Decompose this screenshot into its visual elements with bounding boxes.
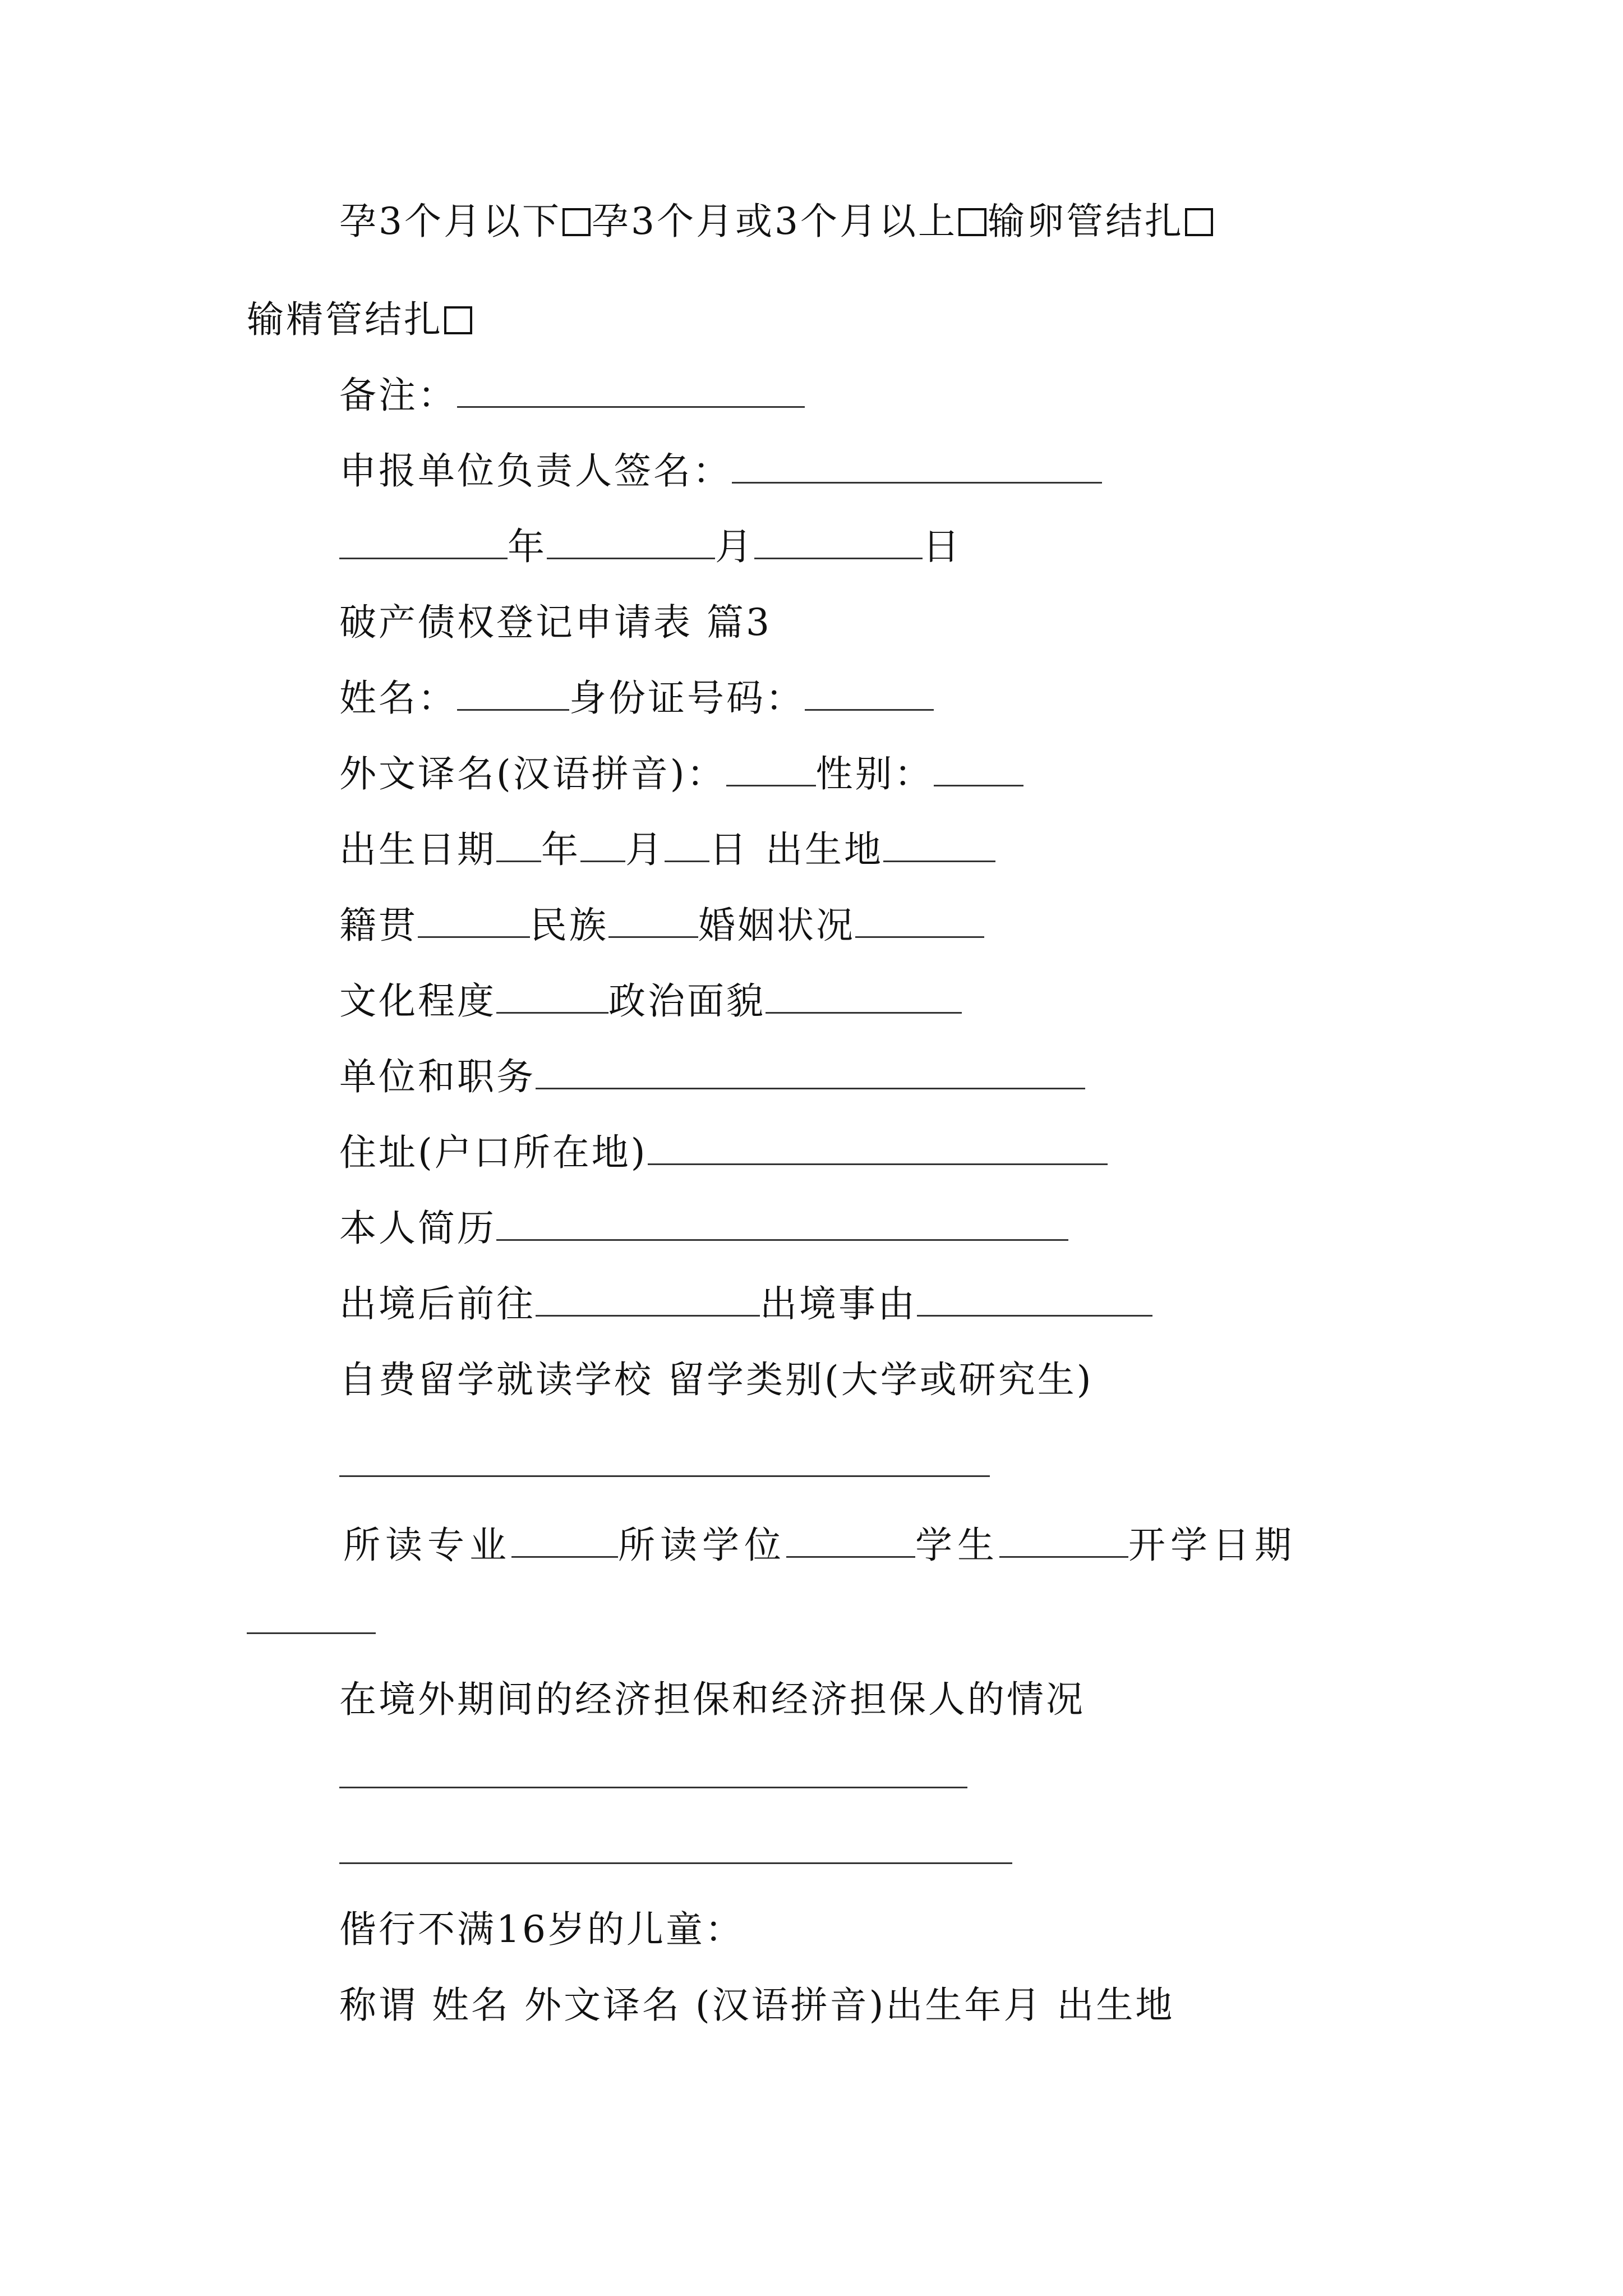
- address-label: 住址(户口所在地): [339, 1131, 648, 1174]
- remark-label: 备注：: [339, 374, 457, 417]
- school-blank[interactable]: [339, 1475, 990, 1477]
- study-line: [343, 1523, 1297, 1568]
- destination-label: 出境后前往: [339, 1282, 536, 1326]
- destination-line: [339, 1282, 1152, 1327]
- signature-blank[interactable]: [732, 449, 1102, 484]
- education-label: 文化程度: [339, 979, 496, 1023]
- address-line: [339, 1130, 1108, 1175]
- school-label: 自费留学就读学校 留学类别(大学或研究生): [339, 1358, 1094, 1401]
- education-blank[interactable]: [496, 979, 608, 1014]
- birth-date-label: 出生日期: [339, 828, 496, 871]
- option-vasectomy-label: 输精管结扎: [247, 298, 443, 341]
- checkbox-3-months-plus[interactable]: [958, 208, 986, 236]
- foreign-name-blank[interactable]: [726, 752, 816, 786]
- date-day-label: 日: [923, 525, 962, 568]
- date-year-label: 年: [508, 525, 547, 568]
- native-place-label: 籍贯: [339, 904, 418, 947]
- name-label: 姓名：: [339, 677, 457, 720]
- resume-label: 本人简历: [339, 1207, 496, 1250]
- origin-line: [339, 903, 984, 948]
- major-label: 所读专业: [343, 1524, 511, 1567]
- student-label: 学生: [915, 1524, 999, 1567]
- birth-year-blank[interactable]: [496, 828, 541, 862]
- signature-label: 申报单位负责人签名：: [339, 449, 732, 493]
- resume-blank[interactable]: [496, 1207, 1068, 1241]
- employer-line: [339, 1055, 1085, 1099]
- address-blank[interactable]: [648, 1131, 1108, 1165]
- date-month-blank[interactable]: [547, 525, 715, 559]
- resume-line: [339, 1206, 1068, 1251]
- guarantee-blank-2[interactable]: [339, 1862, 1012, 1864]
- signature-line: [339, 449, 1102, 494]
- marital-status-label: 婚姻状况: [698, 904, 855, 947]
- guarantee-label: 在境外期间的经济担保和经济担保人的情况: [339, 1678, 1085, 1721]
- guarantee-blank-1[interactable]: [339, 1787, 967, 1788]
- gender-blank[interactable]: [934, 752, 1023, 786]
- option-under-3-months-label: 孕3个月以下: [339, 200, 561, 243]
- remark-line: [339, 373, 805, 418]
- marital-status-blank[interactable]: [855, 904, 984, 938]
- birth-day-blank[interactable]: [665, 828, 709, 862]
- exit-reason-label: 出境事由: [760, 1282, 917, 1326]
- name-blank[interactable]: [457, 677, 569, 711]
- date-line: [339, 524, 962, 569]
- birth-place-blank[interactable]: [883, 828, 995, 862]
- children-table-header: 称谓 姓名 外文译名 (汉语拼音)出生年月 出生地: [339, 1984, 1175, 2027]
- birth-day-label: 日: [709, 828, 749, 871]
- section-title: 破产债权登记申请表 篇3: [339, 601, 772, 644]
- date-year-blank[interactable]: [339, 525, 508, 559]
- birth-line: [339, 827, 995, 872]
- native-place-blank[interactable]: [418, 904, 530, 938]
- id-number-label: 身份证号码：: [569, 677, 805, 720]
- birth-month-label: 月: [625, 828, 665, 871]
- student-blank[interactable]: [999, 1524, 1128, 1558]
- exit-reason-blank[interactable]: [917, 1282, 1152, 1317]
- pregnancy-options-line: [339, 199, 1214, 244]
- name-id-line: [339, 676, 934, 721]
- id-number-blank[interactable]: [805, 677, 934, 711]
- education-line: [339, 979, 962, 1024]
- political-status-label: 政治面貌: [608, 979, 766, 1023]
- foreign-name-label: 外文译名(汉语拼音)：: [339, 752, 726, 795]
- checkbox-vasectomy[interactable]: [444, 306, 472, 334]
- option-3-months-plus-label: 孕3个月或3个月以上: [592, 200, 957, 243]
- date-day-blank[interactable]: [754, 525, 923, 559]
- degree-blank[interactable]: [786, 1524, 915, 1558]
- gender-label: 性别：: [815, 752, 934, 795]
- birth-place-label: 出生地: [766, 828, 883, 871]
- degree-label: 所读学位: [618, 1524, 786, 1567]
- birth-month-blank[interactable]: [580, 828, 625, 862]
- remark-blank[interactable]: [457, 374, 805, 408]
- foreign-name-gender-line: [339, 752, 1023, 797]
- employer-title-label: 单位和职务: [339, 1055, 536, 1098]
- ethnicity-label: 民族: [530, 904, 608, 947]
- ethnicity-blank[interactable]: [608, 904, 698, 938]
- start-date-label: 开学日期: [1128, 1524, 1297, 1567]
- destination-blank[interactable]: [536, 1282, 760, 1317]
- option-tubal-ligation-label: 输卵管结扎: [987, 200, 1184, 243]
- start-date-blank[interactable]: [247, 1632, 376, 1634]
- checkbox-under-3-months[interactable]: [562, 208, 591, 236]
- employer-title-blank[interactable]: [536, 1055, 1085, 1089]
- political-status-blank[interactable]: [766, 979, 962, 1014]
- birth-year-label: 年: [541, 828, 580, 871]
- major-blank[interactable]: [511, 1524, 618, 1558]
- children-label: 偕行不满16岁的儿童：: [339, 1908, 744, 1951]
- date-month-label: 月: [715, 525, 754, 568]
- vasectomy-option-line: [247, 297, 473, 342]
- checkbox-tubal-ligation[interactable]: [1185, 208, 1213, 236]
